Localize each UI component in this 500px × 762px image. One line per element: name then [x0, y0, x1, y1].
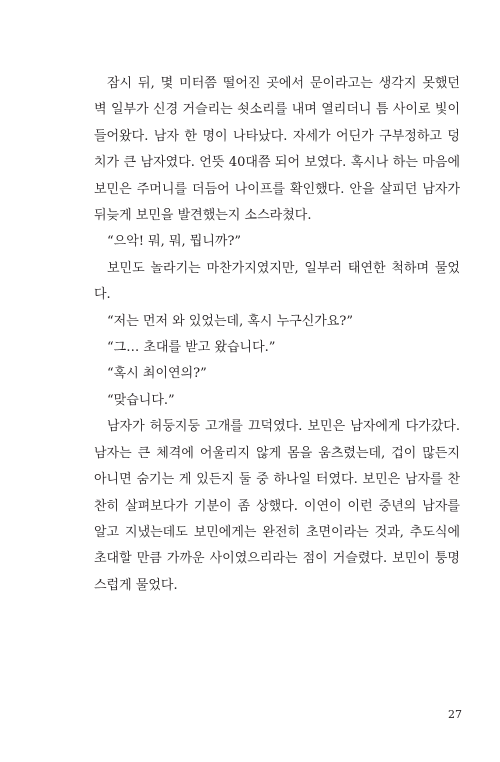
- body-text: [94, 71, 460, 599]
- paragraph-narration: 보민도 놀라기는 마찬가지였지만, 일부러 태연한 척하며 물었다.: [94, 260, 460, 303]
- paragraph-closing: 남자가 허둥지둥 고개를 끄덕였다. 보민은 남자에게 다가갔다. 남자는 큰 체격에 어울리지 않게 몸을 움츠렸는데, 겁이 많든지 아니면 숨기는 게 있든지 둘 중 하나일 터였다. 보민은 남자를 찬찬히 살펴보다가 기분이 좀 상했다. 이연이 이런 중년의 남자를 알고 지냈는데도 보민에게는 완전히 초면이라는 것과, 추도식에 초대할 만큼 가까운 사이였으리라는 점이 거슬렸다. 보민이 퉁명스럽게 물었다.: [94, 419, 460, 593]
- page-number: 27: [448, 708, 462, 721]
- dialogue-line: “으악! 뭐, 뭐, 뭡니까?”: [107, 234, 242, 250]
- dialogue-line: “맞습니다.”: [107, 392, 175, 408]
- paragraph-opening: 잠시 뒤, 몇 미터쯤 떨어진 곳에서 문이라고는 생각지 못했던 벽 일부가 신경 거슬리는 쇳소리를 내며 열리더니 틈 사이로 빛이 들어왔다. 남자 한 명이 나타났다. 자세가 어딘가 구부정하고 덩치가 큰 남자였다. 언뜻 40대쯤 되어 보였다. 혹시나 하는 마음에 보민은 주머니를 더듬어 나이프를 확인했다. 안을 살피던 남자가 뒤늦게 보민을 발견했는지 소스라쳤다.: [94, 76, 460, 224]
- dialogue-line: “혹시 최이연의?”: [107, 366, 207, 382]
- dialogue-line: “그… 초대를 받고 왔습니다.”: [107, 340, 276, 356]
- dialogue-line: “저는 먼저 와 있었는데, 혹시 누구신가요?”: [107, 313, 353, 329]
